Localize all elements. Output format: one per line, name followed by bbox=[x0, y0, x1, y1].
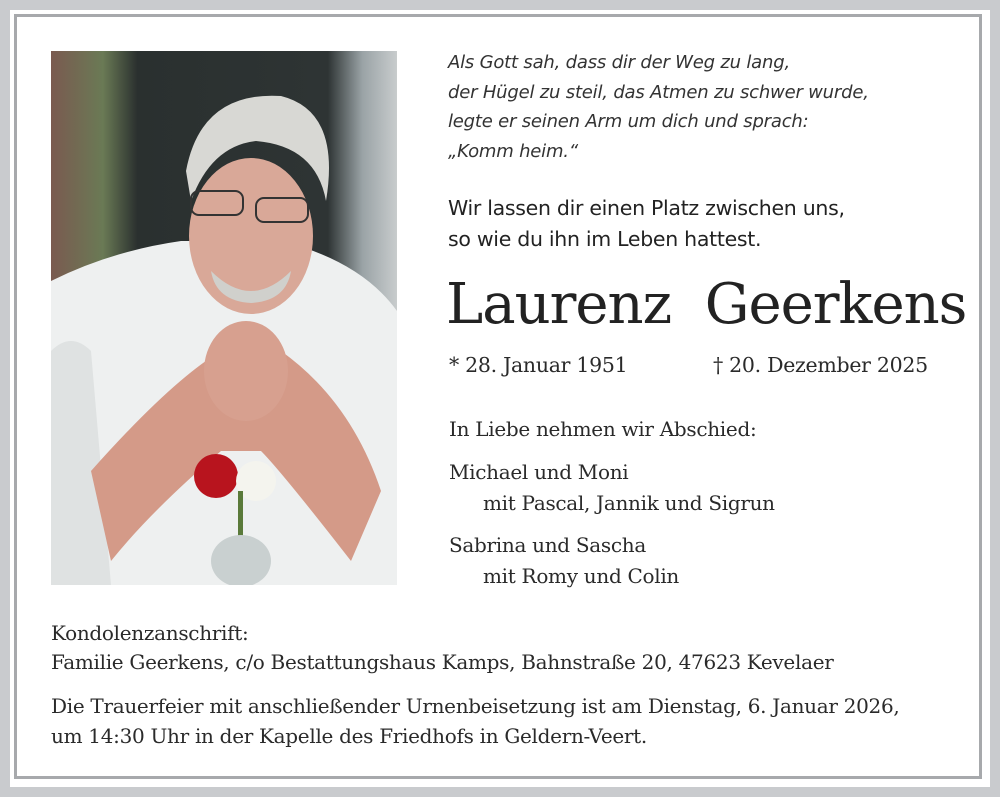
ceremony-line: Die Trauerfeier mit anschließender Urnenbeisetzung ist am Dienstag, 6. Januar 2026, bbox=[51, 694, 900, 718]
verse-line: so wie du ihn im Leben hattest. bbox=[448, 227, 762, 251]
poem bbox=[448, 48, 869, 166]
verse bbox=[448, 193, 845, 255]
poem-line: der Hügel zu steil, das Atmen zu schwer wurde, bbox=[448, 81, 869, 103]
family-sub: mit Romy und Colin bbox=[483, 564, 680, 588]
verse-line: Wir lassen dir einen Platz zwischen uns, bbox=[448, 196, 845, 220]
poem-line: Als Gott sah, dass dir der Weg zu lang, bbox=[448, 52, 790, 73]
farewell-line: In Liebe nehmen wir Abschied: bbox=[449, 417, 757, 441]
family-main: Sabrina und Sascha bbox=[449, 533, 646, 557]
condolence-address: Familie Geerkens, c/o Bestattungshaus Kamps, Bahnstraße 20, 47623 Kevelaer bbox=[51, 650, 834, 674]
death-date: † 20. Dezember 2025 bbox=[713, 353, 928, 377]
birth-date: * 28. Januar 1951 bbox=[449, 353, 628, 377]
poem-line: „Komm heim.“ bbox=[448, 140, 578, 162]
ceremony-line: um 14:30 Uhr in der Kapelle des Friedhofs in Geldern-Veert. bbox=[51, 724, 647, 748]
deceased-name: Laurenz Geerkens bbox=[446, 272, 967, 337]
poem-line: legte er seinen Arm um dich und sprach: bbox=[448, 111, 809, 132]
family-main: Michael und Moni bbox=[449, 460, 629, 484]
portrait-photo bbox=[51, 51, 397, 585]
condolence-label: Kondolenzanschrift: bbox=[51, 621, 249, 645]
family-sub: mit Pascal, Jannik und Sigrun bbox=[483, 491, 775, 515]
